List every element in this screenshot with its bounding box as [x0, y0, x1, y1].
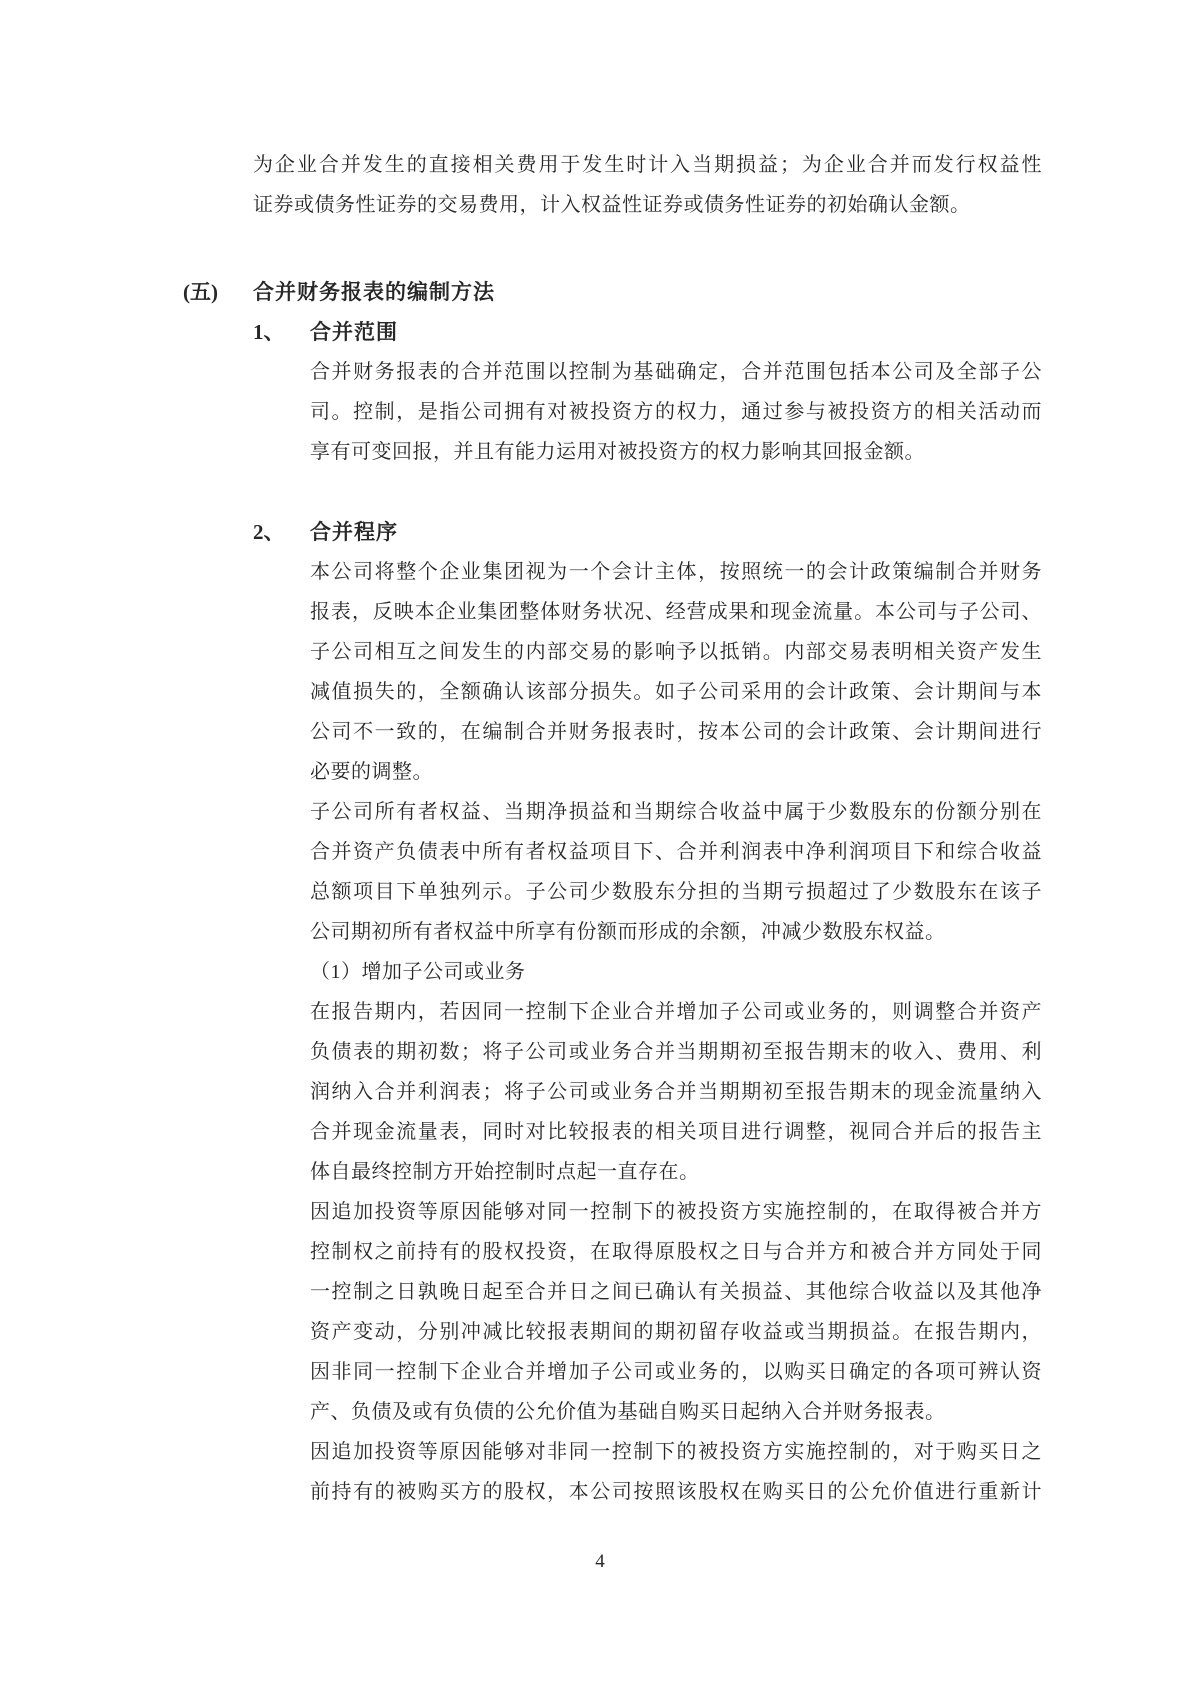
text-line: 负债表的期初数；将子公司或业务合并当期期初至报告期末的收入、费用、利 — [310, 1041, 1042, 1063]
subsection-2-number: 2、 — [253, 520, 285, 544]
intro-paragraph — [253, 145, 1042, 225]
text-line: 体自最终控制方开始控制时点起一直存在。 — [310, 1161, 700, 1183]
paragraph-additional-investment-non-same-control — [310, 1432, 1042, 1512]
text-line: 总额项目下单独列示。子公司少数股东分担的当期亏损超过了少数股东在该子 — [310, 881, 1042, 903]
text-line: （1）增加子公司或业务 — [310, 961, 526, 983]
subsection-1 — [253, 312, 1042, 472]
text-line: 必要的调整。 — [310, 761, 433, 783]
paragraph-consolidation-scope — [310, 352, 1042, 472]
text-line: 本公司将整个企业集团视为一个会计主体，按照统一的会计政策编制合并财务 — [310, 561, 1042, 583]
text-line: 合并财务报表的合并范围以控制为基础确定，合并范围包括本公司及全部子公 — [310, 361, 1042, 383]
text-line: 公司期初所有者权益中所享有份额而形成的余额，冲减少数股东权益。 — [310, 921, 946, 943]
paragraph-additional-investment-same-control — [310, 1192, 1042, 1432]
text-line: 前持有的被购买方的股权，本公司按照该股权在购买日的公允价值进行重新计 — [310, 1481, 1042, 1503]
subsection-2-heading — [253, 512, 1042, 552]
page-content — [183, 145, 1042, 1512]
text-line: 因追加投资等原因能够对同一控制下的被投资方实施控制的，在取得被合并方 — [310, 1201, 1042, 1223]
subsection-2-title: 合并程序 — [310, 520, 398, 544]
subsection-2 — [253, 512, 1042, 1512]
text-line: 因追加投资等原因能够对非同一控制下的被投资方实施控制的，对于购买日之 — [310, 1441, 1042, 1463]
subsection-1-heading — [253, 312, 1042, 352]
text-line: 因非同一控制下企业合并增加子公司或业务的，以购买日确定的各项可辨认资 — [310, 1361, 1042, 1383]
text-line: 合并现金流量表，同时对比较报表的相关项目进行调整，视同合并后的报告主 — [310, 1121, 1042, 1143]
text-line: 司。控制，是指公司拥有对被投资方的权力，通过参与被投资方的相关活动而 — [310, 401, 1042, 423]
text-line: 子公司所有者权益、当期净损益和当期综合收益中属于少数股东的份额分别在 — [310, 801, 1042, 823]
text-line: 减值损失的，全额确认该部分损失。如子公司采用的会计政策、会计期间与本 — [310, 681, 1042, 703]
text-line: 一控制之日孰晚日起至合并日之间已确认有关损益、其他综合收益以及其他净 — [310, 1281, 1042, 1303]
text-line: 公司不一致的，在编制合并财务报表时，按本公司的会计政策、会计期间进行 — [310, 721, 1042, 743]
subsection-1-number: 1、 — [253, 320, 285, 344]
paragraph-add-subsidiary-same-control — [310, 992, 1042, 1192]
text-line: 资产变动，分别冲减比较报表期间的期初留存收益或当期损益。在报告期内， — [310, 1321, 1042, 1343]
text-line: 润纳入合并利润表；将子公司或业务合并当期期初至报告期末的现金流量纳入 — [310, 1081, 1042, 1103]
section-5-label: (五) — [183, 280, 218, 304]
section-5-title: 合并财务报表的编制方法 — [253, 280, 495, 304]
text-line: 合并资产负债表中所有者权益项目下、合并利润表中净利润项目下和综合收益 — [310, 841, 1042, 863]
text-line: 产、负债及或有负债的公允价值为基础自购买日起纳入合并财务报表。 — [310, 1401, 946, 1423]
text-line: 为企业合并发生的直接相关费用于发生时计入当期损益；为企业合并而发行权益性 — [253, 154, 1042, 176]
text-line: 控制权之前持有的股权投资，在取得原股权之日与合并方和被合并方同处于同 — [310, 1241, 1042, 1263]
text-line: 子公司相互之间发生的内部交易的影响予以抵销。内部交易表明相关资产发生 — [310, 641, 1042, 663]
section-5-heading — [183, 272, 1042, 312]
paragraph-consolidation-procedure-1 — [310, 552, 1042, 792]
page-number: 4 — [595, 1551, 605, 1572]
paragraph-minority-interest — [310, 792, 1042, 952]
item-1-add-subsidiary-heading — [310, 952, 1042, 992]
text-line: 在报告期内，若因同一控制下企业合并增加子公司或业务的，则调整合并资产 — [310, 1001, 1042, 1023]
text-line: 享有可变回报，并且有能力运用对被投资方的权力影响其回报金额。 — [310, 441, 925, 463]
text-line: 报表，反映本企业集团整体财务状况、经营成果和现金流量。本公司与子公司、 — [310, 601, 1042, 623]
text-line: 证券或债务性证券的交易费用，计入权益性证券或债务性证券的初始确认金额。 — [253, 194, 971, 216]
subsection-1-title: 合并范围 — [310, 320, 398, 344]
